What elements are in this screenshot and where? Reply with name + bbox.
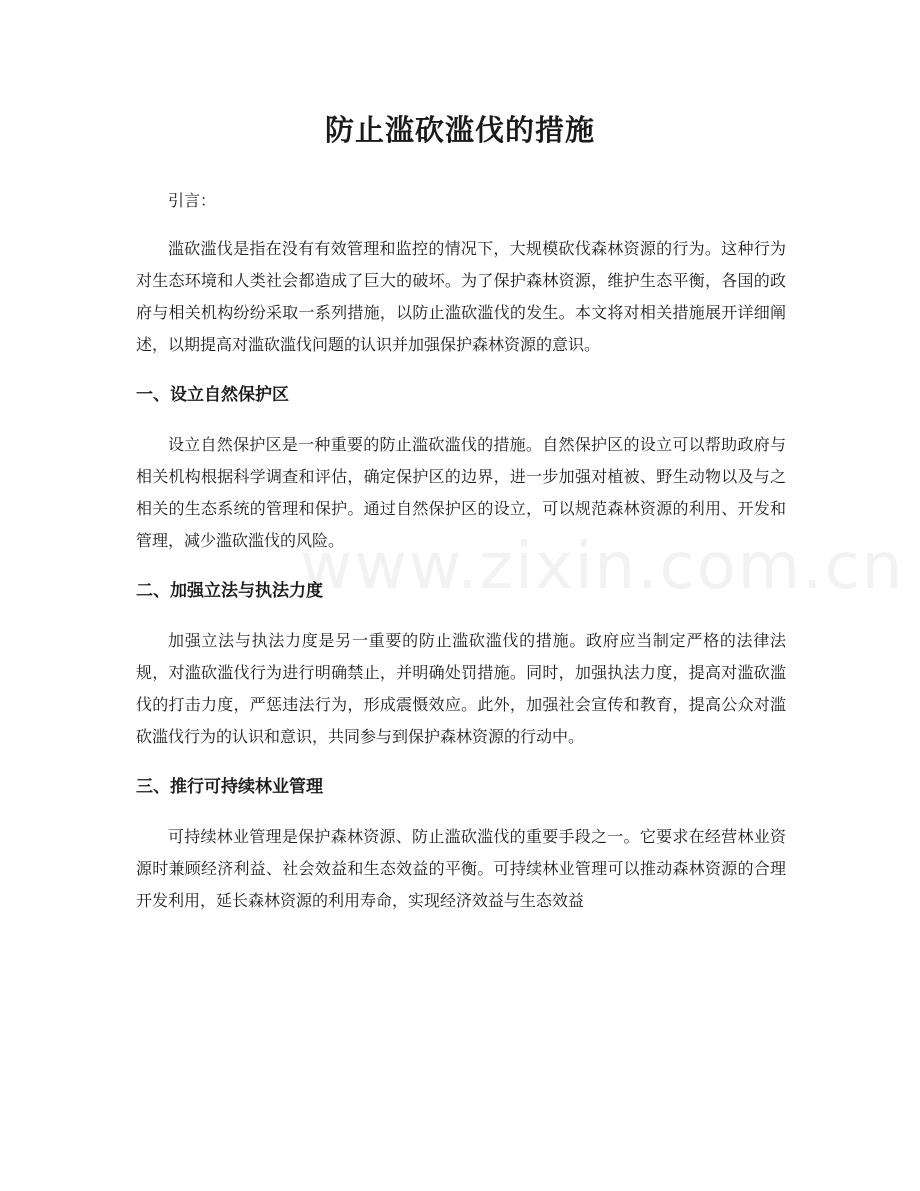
section-heading-3: 三、推行可持续林业管理 bbox=[136, 777, 323, 797]
section-paragraph-3: 可持续林业管理是保护森林资源、防止滥砍滥伐的重要手段之一。它要求在经营林业资源时兼顾经济利益、社会效益和生态效益的平衡。可持续林业管理可以推动森林资源的合理开发利用，延长森林资源的利用寿命，实现经济效益与生态效益 bbox=[136, 827, 786, 910]
intro-paragraph: 滥砍滥伐是指在没有有效管理和监控的情况下，大规模砍伐森林资源的行为。这种行为对生态环境和人类社会都造成了巨大的破坏。为了保护森林资源，维护生态平衡，各国的政府与相关机构纷纷采取一系列措施，以防止滥砍滥伐的发生。本文将对相关措施展开详细阐述，以期提高对滥砍滥伐问题的认识并加强保护森林资源的意识。 bbox=[136, 239, 786, 354]
section-heading-1: 一、设立自然保护区 bbox=[136, 385, 289, 405]
section-paragraph-2: 加强立法与执法力度是另一重要的防止滥砍滥伐的措施。政府应当制定严格的法律法规，对滥砍滥伐行为进行明确禁止，并明确处罚措施。同时，加强执法力度，提高对滥砍滥伐的打击力度，严惩违法行为，形成震慑效应。此外，加强社会宣传和教育，提高公众对滥砍滥伐行为的认识和意识，共同参与到保护森林资源的行动中。 bbox=[136, 631, 786, 746]
intro-label: 引言： bbox=[168, 191, 217, 210]
watermark: www.zixin.com.cn bbox=[300, 530, 905, 604]
document-body bbox=[136, 185, 786, 935]
section-paragraph-1: 设立自然保护区是一种重要的防止滥砍滥伐的措施。自然保护区的设立可以帮助政府与相关机构根据科学调查和评估，确定保护区的边界，进一步加强对植被、野生动物以及与之相关的生态系统的管理和保护。通过自然保护区的设立，可以规范森林资源的利用、开发和管理，减少滥砍滥伐的风险。 bbox=[136, 435, 786, 550]
section-heading-2: 二、加强立法与执法力度 bbox=[136, 581, 323, 601]
page-title: 防止滥砍滥伐的措施 bbox=[324, 113, 595, 147]
